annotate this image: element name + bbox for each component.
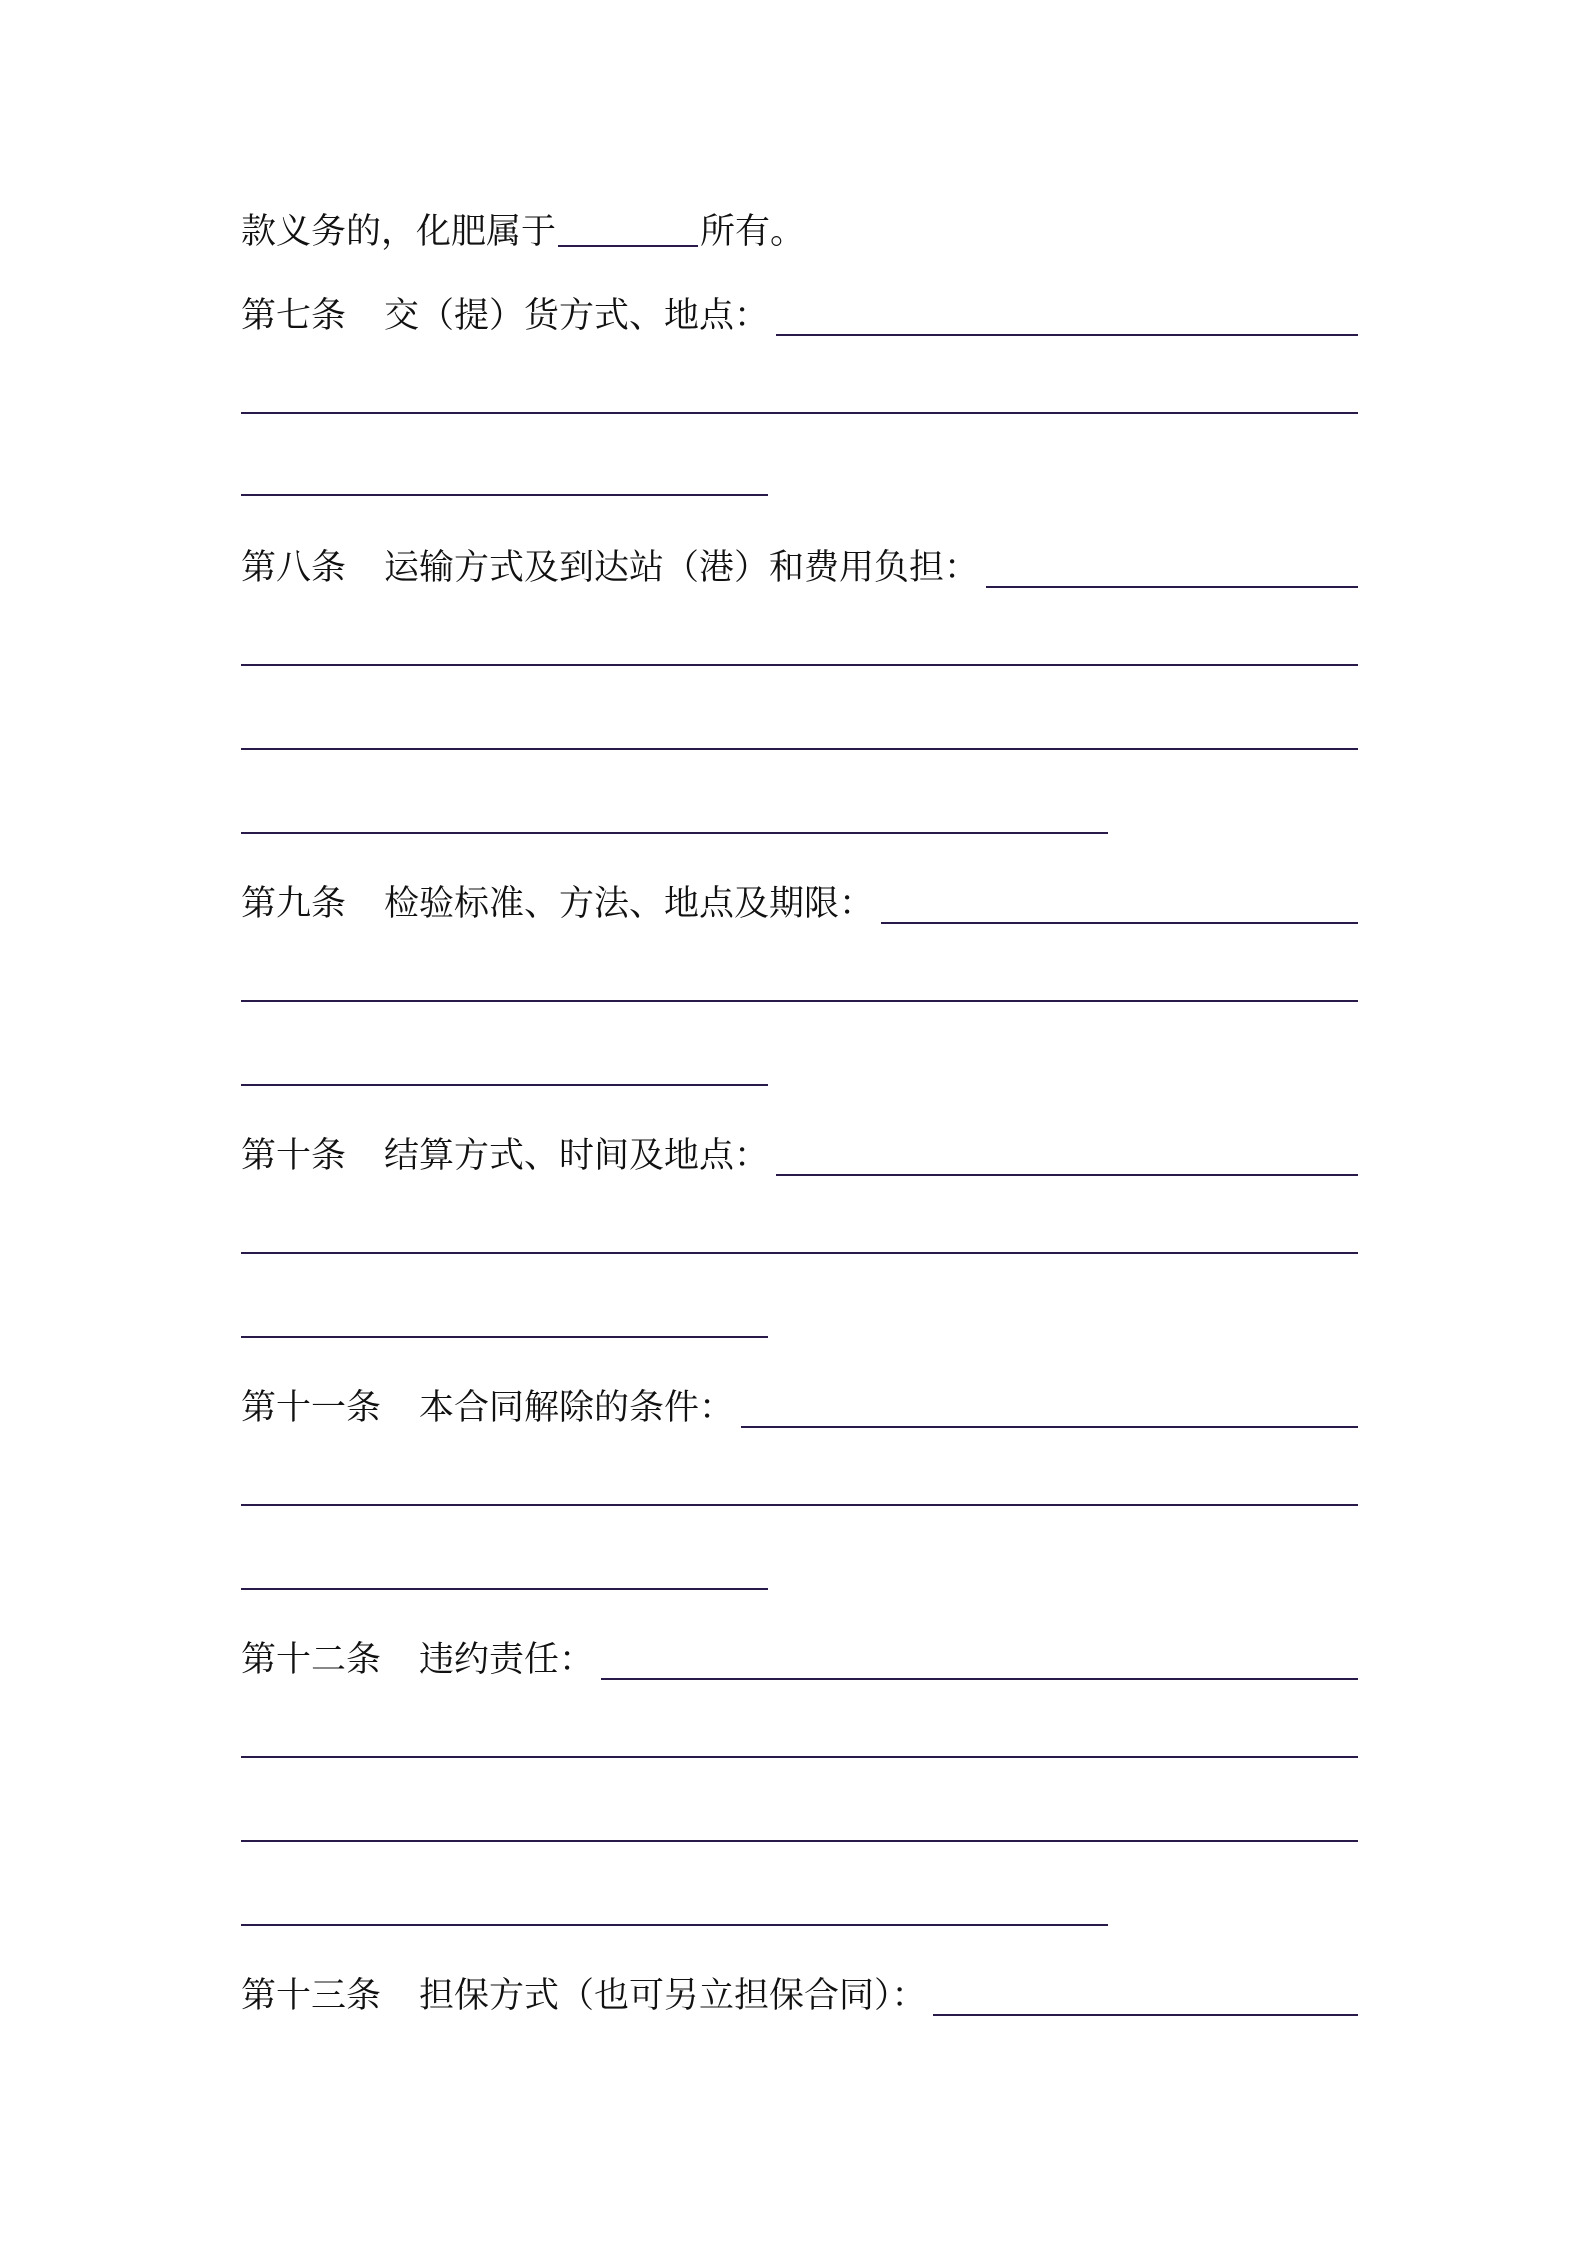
clause-10-number: 第十条: [241, 1136, 347, 1176]
clause-11-heading: [241, 1386, 734, 1430]
clause-7: [241, 282, 1358, 342]
clause-8: [241, 534, 1358, 594]
clause-7-blank-line-2[interactable]: [241, 494, 768, 496]
clause-11-blank-line-2[interactable]: [241, 1588, 768, 1590]
clause-8-title: 运输方式及到达站（港）和费用负担：: [384, 548, 980, 588]
clause-7-heading: [241, 294, 769, 338]
clause-13-fill-line[interactable]: [933, 2014, 1358, 2016]
clause-12: [241, 1626, 1358, 1686]
clause-10: [241, 1122, 1358, 1182]
clause-12-blank-line-1[interactable]: [241, 1756, 1358, 1758]
clause-12-title: 违约责任：: [419, 1640, 595, 1680]
owner-blank[interactable]: [558, 245, 698, 247]
clause-7-blank-line-1[interactable]: [241, 412, 1358, 414]
clause-9-title: 检验标准、方法、地点及期限：: [384, 884, 875, 924]
clause-10-blank-line-1[interactable]: [241, 1252, 1358, 1254]
clause-8-fill-line[interactable]: [986, 586, 1358, 588]
clause-12-fill-line[interactable]: [601, 1678, 1358, 1680]
clause-12-blank-line-2[interactable]: [241, 1840, 1358, 1842]
clause-7-title: 交（提）货方式、地点：: [384, 296, 770, 336]
clause-9: [241, 870, 1358, 930]
clause-11-blank-line-1[interactable]: [241, 1504, 1358, 1506]
clause-9-blank-line-1[interactable]: [241, 1000, 1358, 1002]
clause-13: [241, 1962, 1358, 2022]
clause-8-number: 第八条: [241, 548, 347, 588]
clause-8-blank-line-2[interactable]: [241, 748, 1358, 750]
clause-10-blank-line-2[interactable]: [241, 1336, 768, 1338]
intro-line: [241, 198, 1358, 258]
clause-8-heading: [241, 546, 979, 590]
clause-7-fill-line[interactable]: [776, 334, 1358, 336]
clause-11-title: 本合同解除的条件：: [419, 1388, 735, 1428]
clause-12-number: 第十二条: [241, 1640, 382, 1680]
clause-9-heading: [241, 882, 874, 926]
clause-10-heading: [241, 1134, 769, 1178]
clause-9-blank-line-2[interactable]: [241, 1084, 768, 1086]
clause-12-heading: [241, 1638, 594, 1682]
clause-9-number: 第九条: [241, 884, 347, 924]
clause-11-fill-line[interactable]: [741, 1426, 1358, 1428]
clause-10-title: 结算方式、时间及地点：: [384, 1136, 770, 1176]
clause-9-fill-line[interactable]: [881, 922, 1358, 924]
clause-13-title: 担保方式（也可另立担保合同）：: [419, 1976, 927, 2016]
clause-12-blank-line-3[interactable]: [241, 1924, 1108, 1926]
clause-13-number: 第十三条: [241, 1976, 382, 2016]
clause-8-blank-line-1[interactable]: [241, 664, 1358, 666]
intro-text: [241, 210, 805, 254]
clause-10-fill-line[interactable]: [776, 1174, 1358, 1176]
clause-8-blank-line-3[interactable]: [241, 832, 1108, 834]
clause-7-number: 第七条: [241, 296, 347, 336]
intro-after: 所有。: [700, 212, 806, 252]
clause-11-number: 第十一条: [241, 1388, 382, 1428]
clause-11: [241, 1374, 1358, 1434]
clause-13-heading: [241, 1974, 927, 2018]
intro-before: 款义务的，化肥属于: [241, 212, 557, 252]
